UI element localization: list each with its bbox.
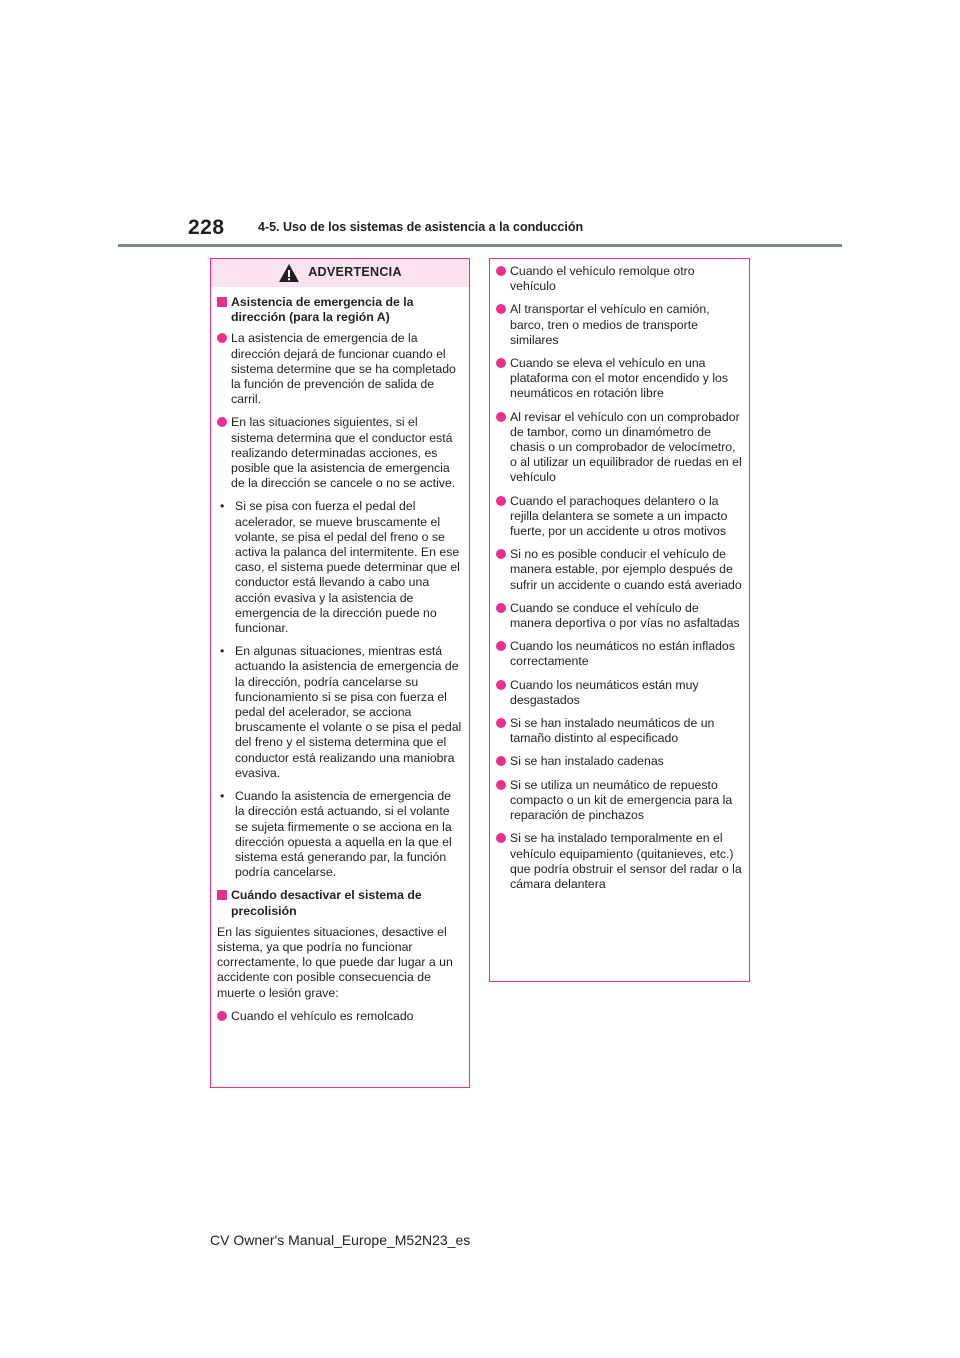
dot-bullet-icon: • (220, 789, 225, 804)
section-title: 4-5. Uso de los sistemas de asistencia a la conducción (258, 220, 584, 234)
bullet-item (496, 639, 743, 669)
circle-bullet-icon (217, 333, 227, 343)
warning-header (211, 259, 469, 287)
bullet-text: Si se han instalado neumáticos de un tamaño distinto al especificado (510, 716, 715, 746)
circle-bullet-icon (496, 496, 506, 506)
bullet-item (496, 356, 743, 402)
circle-bullet-icon (496, 780, 506, 790)
bullet-item (496, 778, 743, 824)
circle-bullet-icon (496, 641, 506, 651)
bullet-text: Cuando los neumáticos no están inflados correctamente (510, 639, 735, 669)
bullet-text: Cuando se eleva el vehículo en una plataforma con el motor encendido y los neumáticos en rotación libre (510, 356, 729, 401)
circle-bullet-icon (496, 549, 506, 559)
circle-bullet-icon (217, 1011, 227, 1021)
bullet-text: Si no es posible conducir el vehículo de manera estable, por ejemplo después de sufrir un accidente o cuando está averiado (510, 547, 742, 592)
circle-bullet-icon (496, 304, 506, 314)
heading-text: Asistencia de emergencia de la dirección (para la región A) (231, 295, 414, 325)
warning-title: ADVERTENCIA (308, 265, 402, 280)
page-number: 228 (188, 216, 225, 239)
bullet-text: Cuando el parachoques delantero o la rejilla delantera se somete a un impacto fuerte, por un accidente u otros motivos (510, 493, 728, 539)
bullet-text: Si se ha instalado temporalmente en el vehículo equipamiento (quitanieves, etc.) que podría obstruir el sensor del radar o la cámara delantera (510, 831, 742, 891)
header-rule (118, 244, 842, 247)
bullet-list (496, 264, 743, 892)
bullet-text: Cuando se conduce el vehículo de manera deportiva o por vías no asfaltadas (510, 600, 740, 631)
bullet-item (496, 494, 743, 540)
heading-emergency-steering (217, 295, 463, 325)
circle-bullet-icon (217, 417, 227, 427)
paragraph: En las siguientes situaciones, desactive el sistema, ya que podría no funcionar correctamente, lo que puede dar lugar a un accidente con posible consecuencia de muerte o lesión grave: (217, 924, 453, 1000)
bullet-item (217, 1009, 463, 1024)
bullet-item (217, 331, 463, 407)
bullet-item (496, 264, 743, 294)
dot-bullet-icon: • (220, 644, 225, 659)
circle-bullet-icon (496, 756, 506, 766)
dot-bullet-icon: • (220, 499, 225, 514)
heading-disable-precollision (217, 888, 463, 918)
bullet-text: Si se han instalado cadenas (510, 754, 664, 769)
footer-manual-id: CV Owner's Manual_Europe_M52N23_es (210, 1232, 471, 1248)
circle-bullet-icon (496, 680, 506, 690)
warning-box-right (489, 258, 750, 982)
circle-bullet-icon (496, 718, 506, 728)
sub-bullet-item (217, 789, 463, 880)
bullet-item (496, 547, 743, 593)
bullet-item (496, 410, 743, 486)
square-bullet-icon (217, 297, 227, 307)
bullet-item (217, 415, 463, 491)
bullet-text: Al transportar el vehículo en camión, barco, tren o medios de transporte similares (510, 302, 710, 347)
square-bullet-icon (217, 890, 227, 900)
sub-bullet-text: Cuando la asistencia de emergencia de la dirección está actuando, si el volante se sujeta firmemente o se acciona en la dirección opuesta a aquella en la que el sistema está generando par, la función podría cancelarse. (235, 789, 452, 880)
warning-triangle-icon (278, 263, 300, 283)
bullet-text: La asistencia de emergencia de la dirección dejará de funcionar cuando el sistema determine que se ha completado la función de prevención de salida de carril. (231, 331, 456, 407)
bullet-text: Cuando el vehículo es remolcado (231, 1008, 414, 1023)
bullet-text: Si se utiliza un neumático de repuesto compacto o un kit de emergencia para la reparación de pinchazos (510, 777, 733, 823)
circle-bullet-icon (496, 603, 506, 613)
bullet-item (496, 716, 743, 746)
circle-bullet-icon (496, 358, 506, 368)
circle-bullet-icon (496, 412, 506, 422)
circle-bullet-icon (496, 266, 506, 276)
sub-bullet-text: Si se pisa con fuerza el pedal del acelerador, se mueve bruscamente el volante, se pisa el pedal del freno o se activa la palanca del intermitente. En ese caso, el sistema puede determinar que el conductor está llevando a cabo una acción evasiva y la asistencia de emergencia de la dirección puede no funcionar. (235, 499, 460, 636)
circle-bullet-icon (496, 833, 506, 843)
bullet-text: En las situaciones siguientes, si el sistema determina que el conductor está realizando determinadas acciones, es posible que la asistencia de emergencia de la dirección se cancele o no se active. (231, 415, 456, 491)
sub-bullet-item (217, 499, 463, 636)
bullet-text: Cuando los neumáticos están muy desgastados (510, 677, 699, 707)
bullet-text: Al revisar el vehículo con un comprobador de tambor, como un dinamómetro de chasis o un comprobador de velocímetro, o al utilizar un equilibrador de ruedas en el vehículo (510, 409, 742, 485)
heading-text: Cuándo desactivar el sistema de precolisión (231, 888, 422, 918)
bullet-item (496, 678, 743, 708)
sub-bullet-text: En algunas situaciones, mientras está actuando la asistencia de emergencia de la dirección, podría cancelarse su funcionamiento si se pisa con fuerza el pedal del acelerador, se acciona bruscamente el volante o se pisa el pedal del freno y el sistema determina que el conductor está realizando una maniobra evasiva. (235, 644, 462, 780)
sub-bullet-item (217, 644, 463, 781)
bullet-item (496, 601, 743, 631)
bullet-item (496, 831, 743, 892)
warning-box-left (210, 258, 470, 1088)
bullet-item (496, 754, 743, 769)
bullet-item (496, 302, 743, 348)
bullet-text: Cuando el vehículo remolque otro vehículo (510, 264, 695, 294)
